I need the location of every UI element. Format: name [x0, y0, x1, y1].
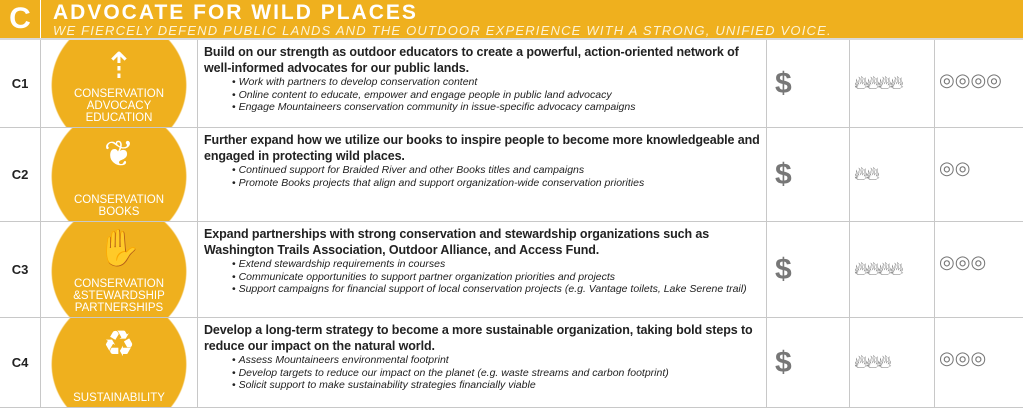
- row-id: C3: [0, 222, 41, 317]
- handshake-icon: ✋ CONSERVATION &STEWARDSHIP PARTNERSHIPS: [41, 222, 198, 317]
- target-icon: ◎: [954, 158, 971, 178]
- fire-icon: 🔥︎: [854, 351, 866, 373]
- bullet-item: • Extend stewardship requirements in courses: [232, 258, 760, 271]
- target-rating: [935, 222, 1023, 317]
- bullet-item: • Online content to educate, empower and engage people in public land advocacy: [232, 89, 760, 102]
- icon-label-line: BOOKS: [98, 206, 140, 218]
- target-icon: ◎: [939, 252, 955, 272]
- fire-rating: [850, 318, 935, 407]
- bullet-item: • Solicit support to make sustainability strategies financially viable: [232, 379, 760, 392]
- fire-icon: 🔥︎: [854, 258, 866, 280]
- section-subtitle: WE FIERCELY DEFEND PUBLIC LANDS AND THE OUTDOOR EXPERIENCE WITH A STRONG, UNIFIED VOICE.: [53, 23, 832, 38]
- row-heading: Develop a long-term strategy to become a more sustainable organization, taking bold steps to reduce our impact on the natural world.: [204, 323, 753, 353]
- section-letter: C: [0, 0, 41, 38]
- target-rating: [935, 318, 1023, 407]
- fire-rating: [850, 40, 935, 127]
- fire-icon: 🔥︎: [877, 72, 890, 94]
- table-row: [0, 40, 1023, 128]
- row-heading: Build on our strength as outdoor educators to create a powerful, action-oriented network of well-informed advocates for our public lands.: [204, 45, 739, 75]
- target-icon: ◎: [939, 158, 955, 178]
- fire-icon: 🔥︎: [877, 258, 890, 280]
- target-icon: ◎: [954, 252, 971, 272]
- cost-dollar-icon: $: [767, 222, 850, 317]
- recycle-leaf-icon: ♻ SUSTAINABILITY: [41, 318, 198, 407]
- table-row: [0, 222, 1023, 318]
- bullet-item: • Develop targets to reduce our impact on the planet (e.g. waste streams and carbon footprint): [232, 367, 760, 380]
- target-icon: ◎: [939, 348, 955, 368]
- fire-rating: [850, 128, 935, 221]
- bullet-item: • Work with partners to develop conservation content: [232, 76, 760, 89]
- target-icon: ◎: [954, 348, 971, 368]
- row-id: C1: [0, 40, 41, 127]
- icon-label-line: ADVOCACY: [86, 100, 152, 112]
- section-header: [0, 0, 1023, 40]
- target-rating: [935, 40, 1023, 127]
- target-icon: ◎: [970, 70, 987, 90]
- target-rating: [935, 128, 1023, 221]
- fire-icon: 🔥︎: [877, 351, 890, 373]
- fire-icon: 🔥︎: [865, 258, 878, 280]
- fire-rating: [850, 222, 935, 317]
- target-icon: ◎: [954, 70, 971, 90]
- icon-label-line: PARTNERSHIPS: [74, 302, 164, 314]
- target-icon: ◎: [970, 252, 987, 272]
- bullet-item: • Continued support for Braided River and other Books titles and campaigns: [232, 164, 760, 177]
- fire-icon: 🔥︎: [854, 163, 866, 185]
- book-plant-icon: ❦ CONSERVATION BOOKS: [41, 128, 198, 221]
- row-id: C4: [0, 318, 41, 407]
- target-icon: ◎: [986, 70, 1002, 90]
- cost-dollar-icon: $: [767, 318, 850, 407]
- bullet-item: • Communicate opportunities to support partner organization priorities and projects: [232, 271, 760, 284]
- fire-icon: 🔥︎: [889, 72, 902, 94]
- target-icon: ◎: [939, 70, 955, 90]
- bullet-item: • Promote Books projects that align and support organization-wide conservation priorities: [232, 177, 760, 190]
- bullet-item: • Assess Mountaineers environmental footprint: [232, 354, 760, 367]
- cost-dollar-icon: $: [767, 128, 850, 221]
- icon-label-line: EDUCATION: [85, 112, 153, 124]
- fire-icon: 🔥︎: [889, 258, 902, 280]
- row-heading: Expand partnerships with strong conservation and stewardship organizations such as Washington Trails Association, Outdoor Alliance, and Access Fund.: [204, 227, 710, 257]
- fire-icon: 🔥︎: [865, 163, 878, 185]
- icon-label-line: CONSERVATION: [73, 278, 165, 290]
- fire-icon: 🔥︎: [865, 351, 878, 373]
- icon-label-line: &STEWARDSHIP: [73, 290, 165, 302]
- row-heading: Further expand how we utilize our books to inspire people to become more knowledgeable and engaged in protecting wild places.: [204, 133, 760, 163]
- fire-icon: 🔥︎: [865, 72, 878, 94]
- table-row: [0, 128, 1023, 222]
- icon-label-line: SUSTAINABILITY: [73, 392, 165, 404]
- row-id: C2: [0, 128, 41, 221]
- section-title: ADVOCATE FOR WILD PLACES: [53, 1, 418, 24]
- bullet-item: • Engage Mountaineers conservation community in issue-specific advocacy campaigns: [232, 101, 760, 114]
- icon-label-line: CONSERVATION: [73, 88, 165, 100]
- fire-icon: 🔥︎: [854, 72, 866, 94]
- hands-tree-icon: ⇡ CONSERVATION ADVOCACY EDUCATION: [41, 40, 198, 127]
- table-row: [0, 318, 1023, 408]
- icon-label-line: CONSERVATION: [73, 194, 165, 206]
- cost-dollar-icon: $: [767, 40, 850, 127]
- target-icon: ◎: [970, 348, 987, 368]
- bullet-item: • Support campaigns for financial support of local conservation projects (e.g. Vantage toilets, Lake Serene trail): [232, 283, 760, 296]
